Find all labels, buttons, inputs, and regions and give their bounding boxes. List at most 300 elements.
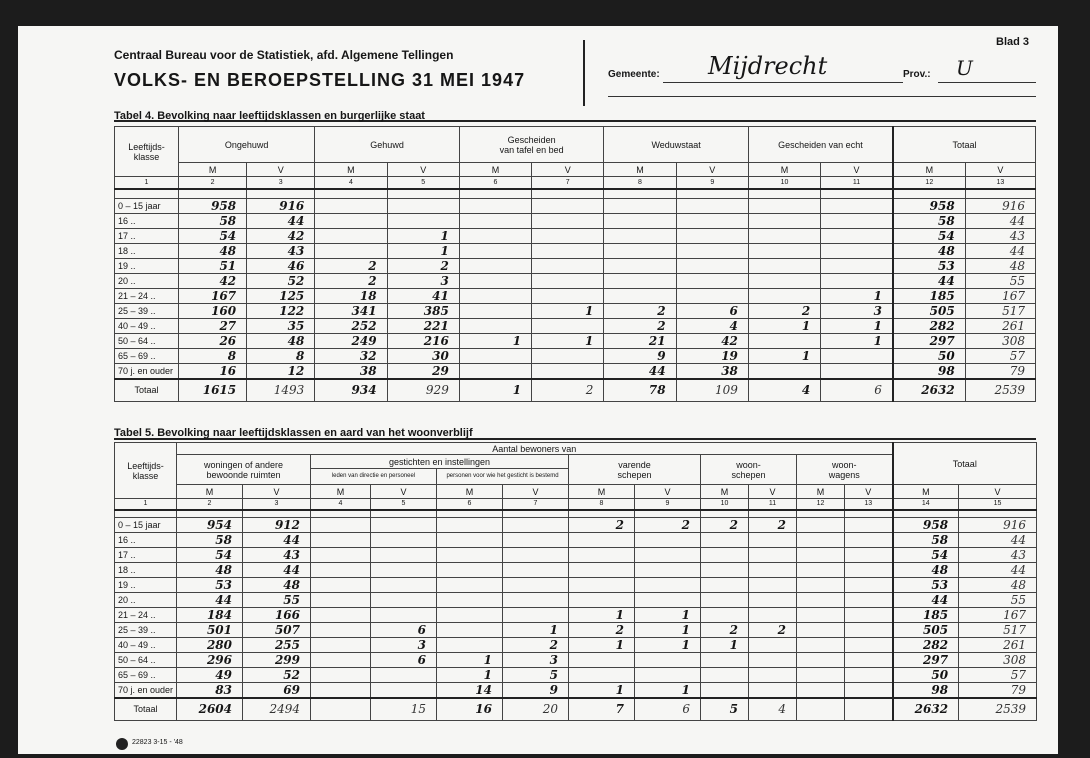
- total-cell: 4: [748, 379, 820, 401]
- table-cell: [437, 518, 503, 533]
- table-cell: [797, 578, 845, 593]
- table-cell: [371, 578, 437, 593]
- table-cell: [821, 349, 893, 364]
- table-cell: 261: [965, 319, 1035, 334]
- table-cell: 43: [243, 548, 311, 563]
- total-cell: 6: [821, 379, 893, 401]
- table-cell: 517: [965, 304, 1035, 319]
- table-cell: 1: [748, 319, 820, 334]
- total-cell: 1615: [179, 379, 247, 401]
- total-cell: 16: [437, 698, 503, 720]
- column-number: 13: [965, 177, 1035, 189]
- column-number: 9: [676, 177, 748, 189]
- table-cell: 916: [247, 199, 315, 214]
- table-row: [115, 548, 1037, 563]
- table-cell: [569, 668, 635, 683]
- total-cell: 929: [387, 379, 459, 401]
- table-cell: 49: [177, 668, 243, 683]
- table-cell: 48: [179, 244, 247, 259]
- age-class-label: 65 – 69 ..: [115, 668, 177, 683]
- table-cell: [676, 244, 748, 259]
- sex-header: M: [893, 163, 965, 177]
- spacer-cell: [569, 510, 635, 518]
- personen-header: personen voor wie het gesticht is bestemd: [437, 469, 569, 485]
- table-cell: 48: [247, 334, 315, 349]
- table-cell: 43: [959, 548, 1037, 563]
- table-cell: 54: [177, 548, 243, 563]
- cbs-seal-icon: [116, 738, 128, 750]
- super-header: Aantal bewoners van: [177, 443, 893, 455]
- table-cell: [845, 518, 893, 533]
- table-cell: [371, 593, 437, 608]
- table-cell: 2: [569, 623, 635, 638]
- table-row: [115, 608, 1037, 623]
- table-row: [115, 668, 1037, 683]
- table-cell: [532, 244, 604, 259]
- table-cell: 1: [635, 683, 701, 699]
- age-class-label: 17 ..: [115, 229, 179, 244]
- table-cell: 30: [387, 349, 459, 364]
- table-cell: [749, 683, 797, 699]
- table-cell: [845, 668, 893, 683]
- table-cell: 505: [893, 304, 965, 319]
- table-cell: [387, 214, 459, 229]
- column-number: 6: [437, 499, 503, 510]
- table-cell: 35: [247, 319, 315, 334]
- spacer-cell: [749, 510, 797, 518]
- table-cell: [845, 578, 893, 593]
- total-cell: 2632: [893, 379, 965, 401]
- table-cell: [635, 533, 701, 548]
- age-class-label: 0 – 15 jaar: [115, 518, 177, 533]
- table-cell: 308: [965, 334, 1035, 349]
- table-cell: [748, 229, 820, 244]
- table-cell: 958: [179, 199, 247, 214]
- table-cell: 216: [387, 334, 459, 349]
- table-cell: 1: [635, 638, 701, 653]
- group-header: Gescheiden van echt: [748, 127, 893, 163]
- table-cell: [459, 349, 531, 364]
- table-cell: 2: [749, 518, 797, 533]
- table-cell: [311, 578, 371, 593]
- total-cell: 7: [569, 698, 635, 720]
- age-class-label: 40 – 49 ..: [115, 319, 179, 334]
- table-cell: [821, 199, 893, 214]
- table-cell: 38: [676, 364, 748, 380]
- table-cell: 46: [247, 259, 315, 274]
- column-number: 4: [315, 177, 387, 189]
- spacer-cell: [676, 189, 748, 199]
- age-class-label: 25 – 39 ..: [115, 623, 177, 638]
- table-cell: [532, 274, 604, 289]
- table-cell: [532, 199, 604, 214]
- table-cell: [437, 563, 503, 578]
- table-cell: [701, 683, 749, 699]
- spacer-cell: [532, 189, 604, 199]
- table-cell: [797, 548, 845, 563]
- table-cell: [604, 289, 676, 304]
- table-cell: [701, 593, 749, 608]
- spacer-cell: [115, 189, 179, 199]
- table-cell: 48: [959, 578, 1037, 593]
- sex-header: M: [459, 163, 531, 177]
- table-cell: 21: [604, 334, 676, 349]
- table-cell: [503, 533, 569, 548]
- table-cell: 3: [387, 274, 459, 289]
- table-cell: 385: [387, 304, 459, 319]
- table-cell: [797, 683, 845, 699]
- table-cell: [797, 608, 845, 623]
- column-number: 1: [115, 177, 179, 189]
- table-cell: 98: [893, 364, 965, 380]
- table-row: [115, 334, 1036, 349]
- table-cell: [748, 214, 820, 229]
- group-header: Gescheiden van tafel en bed: [459, 127, 604, 163]
- census-sheet: [18, 26, 1058, 754]
- table-cell: [371, 668, 437, 683]
- table-cell: [749, 653, 797, 668]
- table-cell: [748, 334, 820, 349]
- table-row: [115, 533, 1037, 548]
- table-cell: 297: [893, 334, 965, 349]
- table-cell: 50: [893, 349, 965, 364]
- table-cell: 954: [177, 518, 243, 533]
- totals-label: Totaal: [115, 379, 179, 401]
- table-cell: [797, 593, 845, 608]
- table-cell: 9: [604, 349, 676, 364]
- table-cell: 308: [959, 653, 1037, 668]
- age-class-label: 19 ..: [115, 259, 179, 274]
- table-cell: 58: [177, 533, 243, 548]
- table-cell: [797, 623, 845, 638]
- table-cell: 44: [965, 244, 1035, 259]
- totals-row: [115, 379, 1036, 401]
- table-row: [115, 638, 1037, 653]
- age-class-label: 0 – 15 jaar: [115, 199, 179, 214]
- table-row: [115, 623, 1037, 638]
- column-number: 2: [179, 177, 247, 189]
- table-cell: 2: [748, 304, 820, 319]
- group-header: Gehuwd: [315, 127, 460, 163]
- spacer-cell: [821, 189, 893, 199]
- age-class-label: 17 ..: [115, 548, 177, 563]
- total-cell: 20: [503, 698, 569, 720]
- table-cell: [845, 608, 893, 623]
- total-cell: 5: [701, 698, 749, 720]
- table-cell: [635, 578, 701, 593]
- column-number: 11: [821, 177, 893, 189]
- table-cell: [315, 199, 387, 214]
- table-cell: 44: [247, 214, 315, 229]
- table-cell: 341: [315, 304, 387, 319]
- table-cell: 2: [701, 623, 749, 638]
- table-cell: 3: [821, 304, 893, 319]
- table-cell: 98: [893, 683, 959, 699]
- table-cell: 167: [965, 289, 1035, 304]
- table-cell: 27: [179, 319, 247, 334]
- table5-title: Tabel 5. Bevolking naar leeftijdsklassen en aard van het woonverblijf: [114, 427, 473, 439]
- table-cell: [569, 578, 635, 593]
- table-cell: 1: [821, 319, 893, 334]
- table-cell: [701, 563, 749, 578]
- table-cell: [387, 199, 459, 214]
- table-cell: 184: [177, 608, 243, 623]
- table-cell: [311, 608, 371, 623]
- sex-header: M: [311, 485, 371, 499]
- table-cell: 55: [959, 593, 1037, 608]
- age-class-header: Leeftijds- klasse: [115, 443, 177, 499]
- table-row: [115, 214, 1036, 229]
- table-cell: [749, 533, 797, 548]
- spacer-cell: [503, 510, 569, 518]
- group-header: Totaal: [893, 127, 1036, 163]
- table-cell: [676, 259, 748, 274]
- table-cell: [503, 608, 569, 623]
- table-cell: [532, 289, 604, 304]
- table-cell: [532, 259, 604, 274]
- table-cell: 3: [503, 653, 569, 668]
- table-cell: 1: [569, 638, 635, 653]
- sex-header: V: [503, 485, 569, 499]
- table-cell: 501: [177, 623, 243, 638]
- table-cell: [315, 229, 387, 244]
- column-number: 6: [459, 177, 531, 189]
- table-cell: 57: [959, 668, 1037, 683]
- table-cell: 1: [569, 608, 635, 623]
- table-cell: [569, 653, 635, 668]
- prov-label: Prov.:: [903, 69, 931, 80]
- table-cell: [676, 274, 748, 289]
- sex-header: M: [315, 163, 387, 177]
- spacer-cell: [247, 189, 315, 199]
- table-cell: 12: [247, 364, 315, 380]
- table-cell: [532, 364, 604, 380]
- table-cell: 1: [437, 653, 503, 668]
- total-cell: 2: [532, 379, 604, 401]
- table-row: [115, 199, 1036, 214]
- sex-header: M: [797, 485, 845, 499]
- table-cell: 69: [243, 683, 311, 699]
- table-cell: 167: [959, 608, 1037, 623]
- table-cell: [748, 199, 820, 214]
- table-cell: 53: [177, 578, 243, 593]
- table-cell: 2: [315, 274, 387, 289]
- age-class-label: 50 – 64 ..: [115, 653, 177, 668]
- table-row: [115, 304, 1036, 319]
- table-cell: 44: [959, 563, 1037, 578]
- sex-header: M: [437, 485, 503, 499]
- table-cell: 42: [247, 229, 315, 244]
- spacer-cell: [701, 510, 749, 518]
- spacer-cell: [387, 189, 459, 199]
- table-cell: 48: [893, 563, 959, 578]
- table-cell: 507: [243, 623, 311, 638]
- age-class-label: 40 – 49 ..: [115, 638, 177, 653]
- age-class-label: 21 – 24 ..: [115, 608, 177, 623]
- spacer-cell: [748, 189, 820, 199]
- spacer-cell: [115, 510, 177, 518]
- table-cell: [748, 244, 820, 259]
- table-cell: 51: [179, 259, 247, 274]
- table-cell: [797, 668, 845, 683]
- sex-header: M: [177, 485, 243, 499]
- table-cell: 1: [635, 608, 701, 623]
- table-cell: [748, 259, 820, 274]
- table-cell: [503, 593, 569, 608]
- table-cell: 122: [247, 304, 315, 319]
- table-cell: 58: [893, 533, 959, 548]
- table-cell: [311, 668, 371, 683]
- table-cell: [797, 533, 845, 548]
- table-cell: 55: [243, 593, 311, 608]
- table-cell: [748, 289, 820, 304]
- table-cell: [315, 244, 387, 259]
- table-cell: [821, 244, 893, 259]
- table-cell: [845, 593, 893, 608]
- sex-header: M: [701, 485, 749, 499]
- total-cell: 2539: [959, 698, 1037, 720]
- blad-number: Blad 3: [996, 36, 1030, 48]
- table-cell: [459, 304, 531, 319]
- table-cell: 43: [247, 244, 315, 259]
- table-cell: [845, 653, 893, 668]
- gemeente-label: Gemeente:: [608, 69, 660, 80]
- column-number: 10: [748, 177, 820, 189]
- table-cell: [604, 214, 676, 229]
- table-cell: 221: [387, 319, 459, 334]
- column-number: 7: [503, 499, 569, 510]
- age-class-label: 18 ..: [115, 563, 177, 578]
- table-cell: 41: [387, 289, 459, 304]
- spacer-cell: [243, 510, 311, 518]
- table-cell: [311, 683, 371, 699]
- table-cell: [635, 653, 701, 668]
- table-row: [115, 274, 1036, 289]
- table-cell: 185: [893, 608, 959, 623]
- table-cell: 79: [959, 683, 1037, 699]
- table-cell: [797, 653, 845, 668]
- table-cell: 296: [177, 653, 243, 668]
- age-class-label: 19 ..: [115, 578, 177, 593]
- table-cell: 1: [437, 668, 503, 683]
- table-cell: 44: [604, 364, 676, 380]
- table-cell: 52: [243, 668, 311, 683]
- table-cell: [749, 593, 797, 608]
- column-number: 11: [749, 499, 797, 510]
- table4: [114, 126, 1036, 402]
- table-cell: 2: [604, 319, 676, 334]
- age-class-label: 50 – 64 ..: [115, 334, 179, 349]
- table-cell: 299: [243, 653, 311, 668]
- table-cell: [701, 533, 749, 548]
- table-cell: 912: [243, 518, 311, 533]
- prov-value: U: [956, 56, 973, 80]
- table-cell: 1: [387, 229, 459, 244]
- column-number: 4: [311, 499, 371, 510]
- table-cell: 42: [676, 334, 748, 349]
- table-cell: 54: [179, 229, 247, 244]
- table-cell: 261: [959, 638, 1037, 653]
- sex-header: V: [749, 485, 797, 499]
- column-number: 15: [959, 499, 1037, 510]
- total-cell: 1: [459, 379, 531, 401]
- age-class-label: 25 – 39 ..: [115, 304, 179, 319]
- sex-header: V: [965, 163, 1035, 177]
- table-cell: [315, 214, 387, 229]
- totals-row: [115, 698, 1037, 720]
- table-cell: [635, 593, 701, 608]
- table-cell: [749, 668, 797, 683]
- table-cell: 255: [243, 638, 311, 653]
- table-cell: [749, 563, 797, 578]
- spacer-cell: [845, 510, 893, 518]
- table-cell: 58: [893, 214, 965, 229]
- table-cell: 1: [387, 244, 459, 259]
- sex-header: V: [635, 485, 701, 499]
- spacer-cell: [965, 189, 1035, 199]
- table-cell: 282: [893, 638, 959, 653]
- table-cell: [459, 274, 531, 289]
- table-cell: [459, 199, 531, 214]
- table-cell: [635, 668, 701, 683]
- table-cell: 916: [965, 199, 1035, 214]
- table-cell: [532, 349, 604, 364]
- table-cell: [845, 623, 893, 638]
- table-cell: 2: [701, 518, 749, 533]
- table-row: [115, 349, 1036, 364]
- table-cell: [532, 319, 604, 334]
- table-cell: [569, 593, 635, 608]
- table-cell: 8: [247, 349, 315, 364]
- table-cell: [459, 244, 531, 259]
- footer-code: 22823 3-15 - '48: [132, 739, 183, 746]
- table-cell: [676, 229, 748, 244]
- table-cell: [749, 638, 797, 653]
- sex-header: V: [243, 485, 311, 499]
- table-cell: [635, 563, 701, 578]
- total-cell: 78: [604, 379, 676, 401]
- table-cell: [532, 229, 604, 244]
- column-number: 14: [893, 499, 959, 510]
- table-cell: 297: [893, 653, 959, 668]
- total-cell: 2604: [177, 698, 243, 720]
- totals-label: Totaal: [115, 698, 177, 720]
- table-cell: 19: [676, 349, 748, 364]
- table-cell: [437, 623, 503, 638]
- spacer-cell: [459, 189, 531, 199]
- table-cell: 1: [821, 289, 893, 304]
- age-class-label: 21 – 24 ..: [115, 289, 179, 304]
- table-cell: 52: [247, 274, 315, 289]
- total-cell: 2539: [965, 379, 1035, 401]
- table-cell: 53: [893, 578, 959, 593]
- table-cell: [371, 563, 437, 578]
- table-cell: [503, 578, 569, 593]
- total-cell: 4: [749, 698, 797, 720]
- column-number: 12: [893, 177, 965, 189]
- age-class-label: 70 j. en ouder: [115, 683, 177, 699]
- spacer-cell: [797, 510, 845, 518]
- table-cell: 26: [179, 334, 247, 349]
- table-cell: 48: [893, 244, 965, 259]
- table-row: [115, 364, 1036, 380]
- table-cell: 48: [177, 563, 243, 578]
- table-cell: [676, 199, 748, 214]
- table-cell: 6: [371, 623, 437, 638]
- table-cell: [569, 563, 635, 578]
- total-cell: 2494: [243, 698, 311, 720]
- table-cell: [311, 623, 371, 638]
